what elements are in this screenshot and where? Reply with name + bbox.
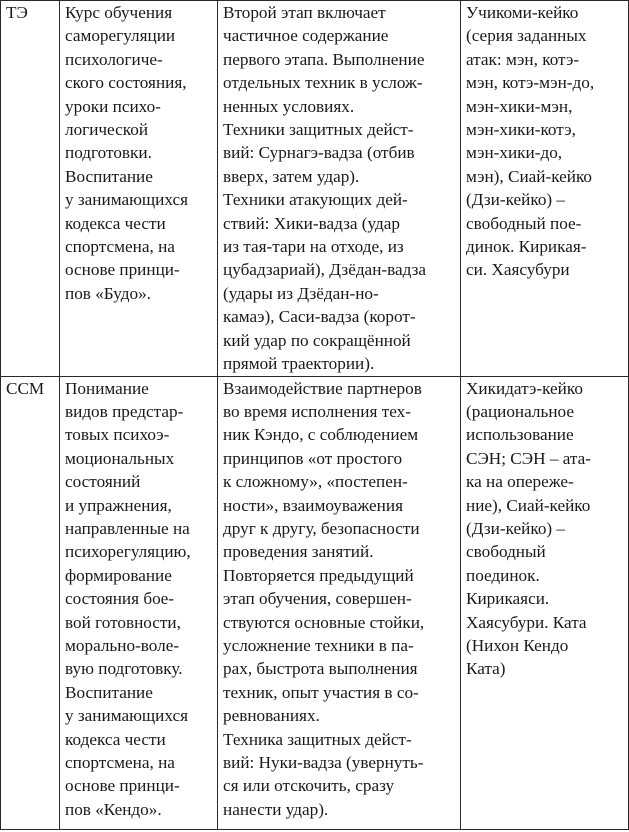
table-row [1, 1, 629, 377]
stage-label: ТЭ [6, 3, 28, 22]
stage-cell [1, 376, 60, 829]
practice-text: Хикидатэ-кейко (рациональное использование СЭН; СЭН – ата- ка на опереже- ние), Сиай-кейко (Дзи-кейко) – свободный поединок. Кирикаяси. Хаясубури. Ката (Нихон Кендо Ката) [466, 378, 591, 679]
stage-cell [1, 1, 60, 377]
technique-cell [218, 1, 461, 377]
table-row [1, 376, 629, 829]
psych-text: Курс обучения саморегуляции психологиче- ского состояния, уроки психо- логической подготовки. Воспитание у занимающихся кодекса чести спортсмена, на основе принци- пов «Будо». [65, 3, 188, 303]
psych-text: Понимание видов предстар- товых психоэ- моциональных состояний и упражнения, направленные на психорегуляцию, формирование состояния боe- вой готовности, морально-воле- вую подготовку. Воспитание у занимающихся кодекса чести спортсмена, на основе принци- пов «Кендо». [65, 378, 191, 819]
stage-label: ССМ [6, 378, 45, 398]
technique-text: Взаимодействие партнеров во время исполнения тех- ник Кэндо, с соблюдением принципов «от простого к сложному», «постепен- ности», взаимоуважения друг к другу, безопасности проведения занятий. Повторяется предыдущий этап обучения, совершен- ствуются основные стойки, усложнение техники в па- рах, быстрота выполнения техник, опыт участия в со- ревнованиях. Техника защитных дейст- вий: Нуки-вадза (увернуть- ся или отскочить, сразу нанести удар). [223, 378, 425, 819]
psych-cell [60, 1, 218, 377]
practice-cell [461, 376, 629, 829]
psych-cell [60, 376, 218, 829]
practice-cell [461, 1, 629, 377]
technique-text: Второй этап включает частичное содержание первого этапа. Выполнение отдельных техник в услож- ненных условиях. Техники защитных дейст- вий: Сурнагэ-вадза (отбив вверх, затем удар). Техники атакующих дей- ствий: Хики-вадза (удар из тая-тари на отходе, из цубадзариай), Дзёдан-вадза (удары из Дзёдан-но- камаэ), Саси-вадза (корот- кий удар по сокращённой прямой траектории). [223, 3, 427, 374]
technique-cell [218, 376, 461, 829]
practice-text: Учикоми-кейко (серия заданных атак: мэн, котэ- мэн, котэ-мэн-до, мэн-хики-мэн, мэн-хики-котэ, мэн-хики-до, мэн), Сиай-кейко (Дзи-кейко) – свободный пое- динок. Кирикая- си. Хаясубури [466, 3, 595, 280]
